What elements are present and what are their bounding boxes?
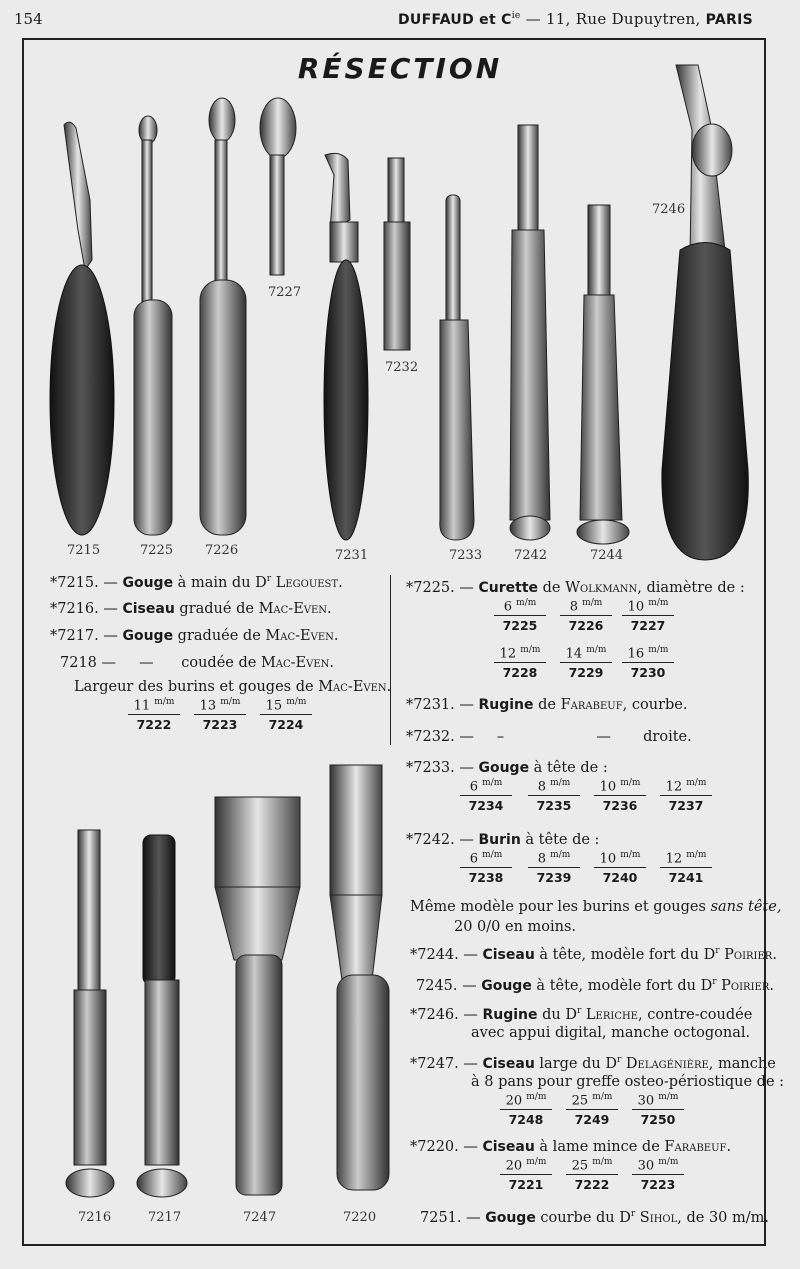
instrument-7227 bbox=[260, 98, 296, 275]
item-7245: 7245. — Gouge à tête, modèle fort du $D^r$ Poirier. bbox=[416, 977, 774, 994]
item-7220: *7220. — Ciseau à lame mince de Farabeuf. bbox=[410, 1139, 732, 1155]
item-7217: *7217. — Gouge graduée de Mac-Even. bbox=[50, 628, 339, 644]
item-7218: 7218 — — coudée de Mac-Even. bbox=[60, 655, 335, 671]
instrument-7242 bbox=[510, 125, 550, 540]
figure-number: 7227 bbox=[268, 285, 302, 300]
figure-number: 7232 bbox=[385, 360, 419, 375]
note-line-2: 20 0/0 en moins. bbox=[454, 919, 577, 935]
figure-number: 7220 bbox=[343, 1210, 377, 1225]
instrument-7232 bbox=[384, 158, 410, 350]
instrument-7244 bbox=[577, 205, 629, 544]
item-7233: *7233. — Gouge à tête de : bbox=[406, 760, 608, 776]
instrument-7233 bbox=[440, 195, 474, 540]
figure-number: 7216 bbox=[78, 1210, 112, 1225]
instrument-7225 bbox=[134, 116, 172, 535]
page-title: RÉSECTION bbox=[297, 52, 503, 85]
column-divider bbox=[390, 575, 391, 745]
item-7231: *7231. — Rugine de Farabeuf, courbe. bbox=[406, 697, 688, 713]
item-7247: *7247. — Ciseau large du $D^r$ Delagénière, manche bbox=[410, 1055, 776, 1072]
item-7247-line2: à 8 pans pour greffe osteo-périostique de : bbox=[471, 1074, 785, 1090]
figure-number: 7217 bbox=[148, 1210, 182, 1225]
figure-number: 7226 bbox=[205, 543, 239, 558]
instrument-7217 bbox=[137, 835, 187, 1197]
instrument-7231 bbox=[324, 153, 368, 540]
instrument-7215 bbox=[50, 122, 114, 535]
figure-number: 7242 bbox=[514, 548, 548, 563]
item-7225: *7225. — Curette de Wolkmann, diamètre de : bbox=[406, 580, 745, 596]
instrument-7247 bbox=[215, 797, 300, 1195]
figure-number: 7244 bbox=[590, 548, 624, 563]
figure-number: 7215 bbox=[67, 543, 101, 558]
figure-number: 7246 bbox=[652, 202, 686, 217]
item-7251: 7251. — Gouge courbe du $D^r$ Sihol, de 30 m/m. bbox=[420, 1209, 770, 1226]
item-7215: *7215. — Gouge à main du $D^r$ Legouest. bbox=[50, 574, 343, 591]
figure-number: 7233 bbox=[449, 548, 483, 563]
figure-number: 7225 bbox=[140, 543, 174, 558]
item-7246-line2: avec appui digital, manche octogonal. bbox=[471, 1025, 751, 1041]
item-7216: *7216. — Ciseau gradué de Mac-Even. bbox=[50, 601, 332, 617]
note-line-1: Même modèle pour les burins et gouges sans tête, bbox=[410, 899, 782, 915]
item-7246: *7246. — Rugine du $D^r$ Leriche, contre-coudée bbox=[410, 1006, 753, 1023]
instrument-7220 bbox=[330, 765, 389, 1190]
page-number: 154 bbox=[14, 10, 43, 28]
widths-heading: Largeur des burins et gouges de Mac-Even. bbox=[74, 679, 392, 695]
item-7244: *7244. — Ciseau à tête, modèle fort du $D^r$ Poirier. bbox=[410, 946, 777, 963]
header-publisher: DUFFAUD et $C^{ie}$ — 11, Rue Dupuytren, PARIS bbox=[398, 10, 753, 28]
figure-number: 7231 bbox=[335, 548, 369, 563]
item-7242: *7242. — Burin à tête de : bbox=[406, 832, 600, 848]
item-7232: *7232. — – — droite. bbox=[406, 729, 692, 745]
figure-number: 7247 bbox=[243, 1210, 277, 1225]
instrument-7216 bbox=[66, 830, 114, 1197]
instrument-7226 bbox=[200, 98, 246, 535]
instrument-7246 bbox=[662, 65, 748, 560]
